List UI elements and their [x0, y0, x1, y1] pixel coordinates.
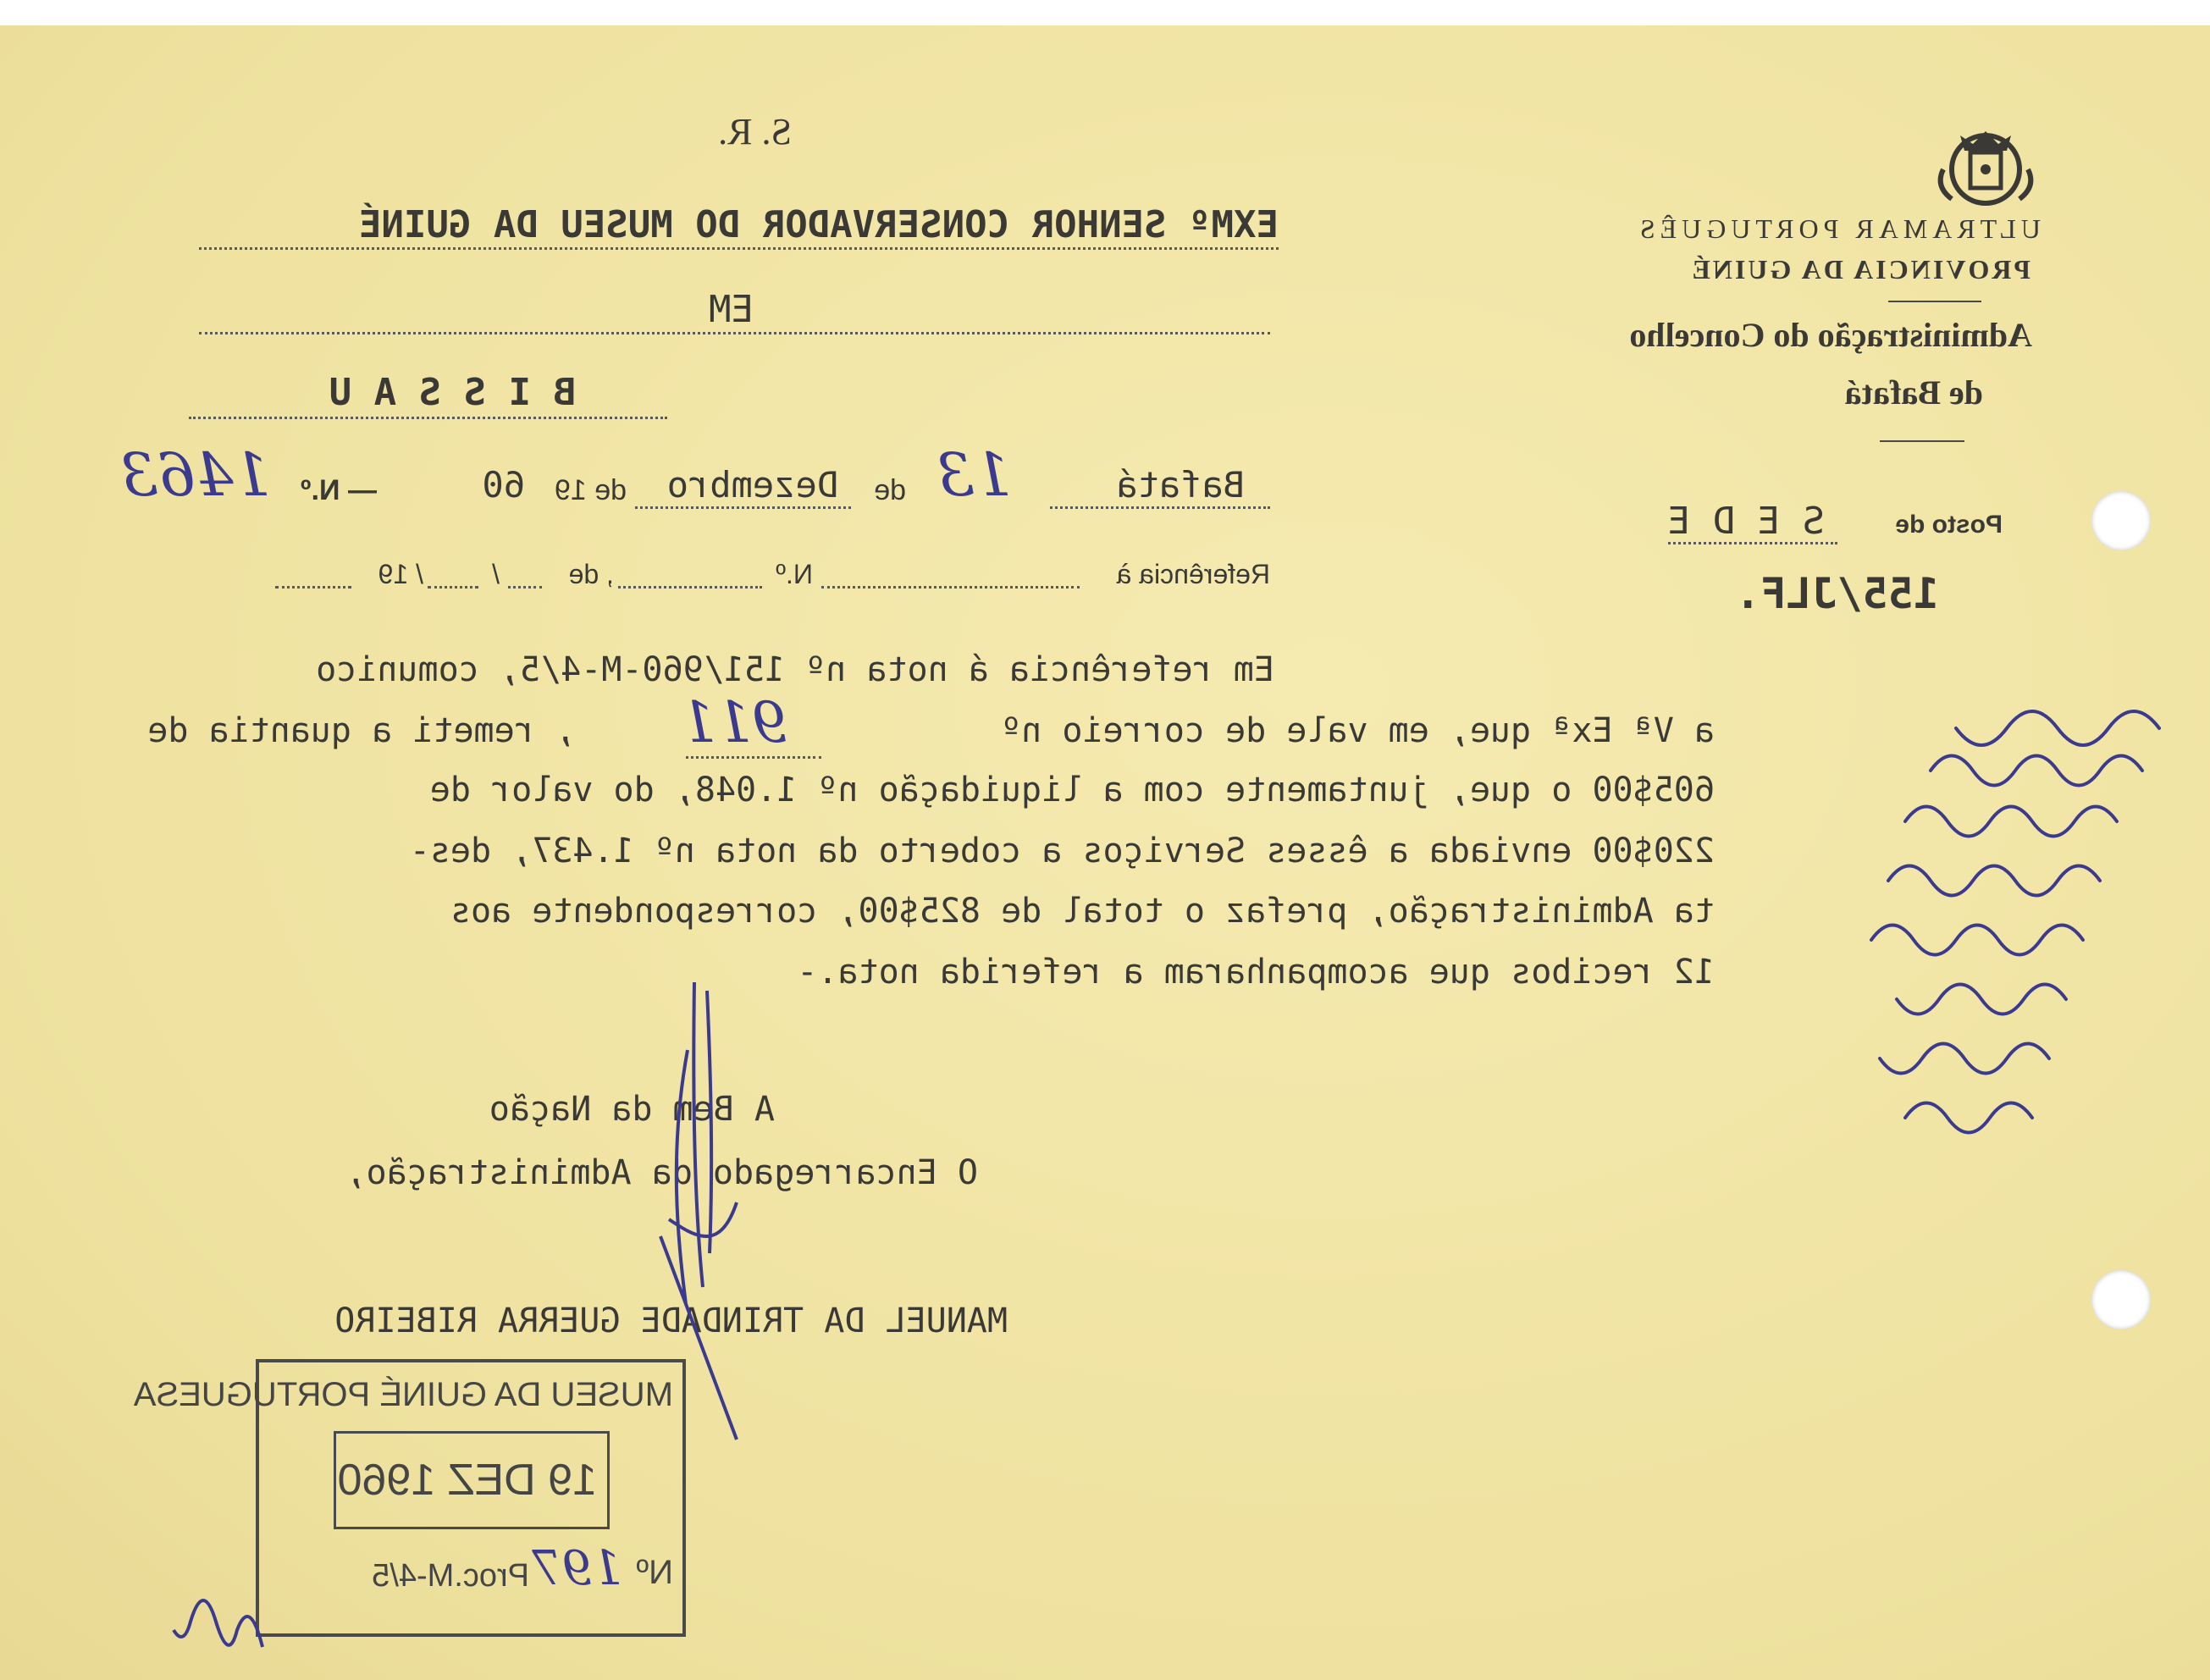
body-line-1: Em referência á nota nº 151/960-M-4/5, comunico — [316, 650, 1274, 689]
ref-dots-5 — [275, 586, 351, 589]
posto-label: Posto de — [1895, 511, 2003, 539]
date-no-label: — N.º — [301, 474, 377, 506]
reference-slash2: / 19 — [378, 559, 423, 589]
stamp-initials — [169, 1588, 271, 1664]
date-month-dots — [635, 506, 851, 509]
letterhead-divider-1 — [1888, 301, 1981, 302]
em-dots — [199, 332, 1270, 334]
date-month: Dezembro — [666, 464, 838, 506]
reference-slash1: / — [492, 559, 500, 589]
addressee-dots — [199, 247, 1279, 250]
date-de1: de — [874, 474, 906, 506]
ref-dots-1 — [821, 586, 1080, 589]
city-dots — [189, 417, 667, 419]
signatory-name: MANUEL DA TRINDADE GUERRA RIBEIRO — [334, 1301, 1008, 1340]
date-year: 60 — [482, 464, 525, 506]
reference-label: Referência à — [1116, 559, 1270, 589]
stamp-proc: Proc.M-4/5 — [372, 1558, 529, 1594]
body-line-2a: a Vª Exª que, em vale de correio nº — [1001, 711, 1715, 750]
date-de2: de 19 — [554, 474, 627, 506]
letterhead-line1: ULTRAMAR PORTUGUÊS — [1634, 213, 2041, 244]
body-line-4: 220$00 enviada a êsses Serviços a coberto da nota nº 1.437, des- — [409, 832, 1715, 870]
ref-dots-4 — [428, 586, 478, 589]
date-place: Bafatá — [1116, 464, 1245, 506]
date-place-dots — [1050, 506, 1270, 509]
letterhead-line3: Administração do Concelho — [1629, 316, 2032, 354]
date-day: 13 — [936, 440, 1012, 510]
letterhead-line4: de Bafatá — [1844, 373, 1983, 412]
body-line-6: 12 recibos que acompanharam a referida nota.- — [797, 953, 1715, 992]
vale-number: 911 — [681, 690, 787, 755]
vale-dots — [686, 756, 821, 759]
body-line-2b: , remeti a quantia de — [147, 711, 576, 750]
body-line-5: ta Administração, prefaz o total de 825$00, correspondente aos — [450, 892, 1715, 931]
stamp-number: 197 — [532, 1541, 622, 1596]
reference-no: N.º — [776, 559, 813, 589]
posto-value: S E D E — [1667, 500, 1825, 543]
ref-dots-2 — [618, 586, 762, 589]
reference-de: , de — [568, 559, 614, 589]
closing-line-2: O Encarregado da Administração, — [345, 1153, 978, 1192]
em-line: EM — [709, 288, 754, 331]
handwritten-marginal-note — [1812, 677, 2193, 1211]
stamp-title: MUSEU DA GUINÉ PORTUGUESA — [133, 1376, 673, 1413]
reference-code: 155/JLF. — [1735, 569, 1939, 618]
addressee: EXMº SENHOR CONSERVADOR DO MUSEU DA GUINÉ — [358, 203, 1279, 246]
coat-of-arms-emblem — [1926, 119, 2045, 212]
body-line-3: 605$00 o que, juntamente com a liquidação nº 1.048, do valor de — [429, 771, 1715, 810]
posto-dots — [1668, 542, 1837, 544]
date-number: 1463 — [119, 440, 271, 510]
closing-line-1: A Bem da Nação — [489, 1090, 775, 1129]
stamp-date: 19 DEZ 1960 — [337, 1456, 597, 1505]
sr-mark: S. R. — [718, 111, 792, 152]
letterhead-line2: PROVINCIA DA GUINÉ — [1689, 254, 2030, 285]
ref-dots-3 — [508, 586, 542, 589]
stamp-no-label: Nº — [636, 1554, 673, 1591]
city-line: B I S S A U — [329, 371, 576, 414]
letterhead-divider-2 — [1880, 440, 1964, 442]
